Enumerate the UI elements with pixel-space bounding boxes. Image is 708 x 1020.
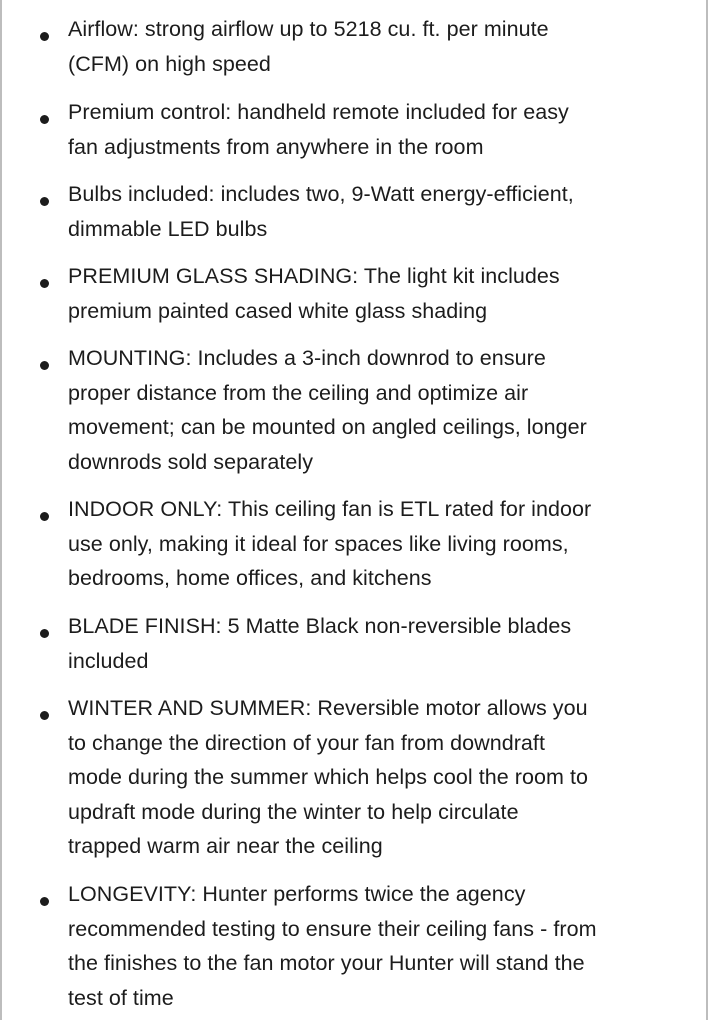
left-border <box>0 0 2 1020</box>
bullet-icon <box>40 897 49 906</box>
list-item-text: Premium control: handheld remote included for easy fan adjustments from anywhere in the room <box>68 100 569 159</box>
bullet-icon <box>40 197 49 206</box>
bullet-icon <box>40 629 49 638</box>
bullet-icon <box>40 115 49 124</box>
bullet-icon <box>40 361 49 370</box>
list-item-text: Airflow: strong airflow up to 5218 cu. ft. per minute (CFM) on high speed <box>68 17 549 76</box>
bullet-icon <box>40 711 49 720</box>
list-item-text: PREMIUM GLASS SHADING: The light kit includes premium painted cased white glass shading <box>68 264 560 323</box>
bullet-icon <box>40 512 49 521</box>
list-item-text: BLADE FINISH: 5 Matte Black non-reversible blades included <box>68 614 572 673</box>
list-item-text: Bulbs included: includes two, 9-Watt energy-efficient, dimmable LED bulbs <box>68 182 574 241</box>
list-item-text: WINTER AND SUMMER: Reversible motor allows you to change the direction of your fan from downdraft mode during the summer which helps cool the room to updraft mode during the winter to help circulate trapped warm air near the ceiling <box>68 696 588 858</box>
list-item-text: LONGEVITY: Hunter performs twice the agency recommended testing to ensure their ceiling fans - from the finishes to the fan motor your Hunter will stand the test of time <box>68 882 597 1010</box>
bullet-icon <box>40 32 49 41</box>
list-item-text: INDOOR ONLY: This ceiling fan is ETL rated for indoor use only, making it ideal for spaces like living rooms, bedrooms, home offices, and kitchens <box>68 497 592 590</box>
bullet-icon <box>40 279 49 288</box>
list-item-text: MOUNTING: Includes a 3-inch downrod to ensure proper distance from the ceiling and optimize air movement; can be mounted on angled ceilings, longer downrods sold separately <box>68 346 587 474</box>
